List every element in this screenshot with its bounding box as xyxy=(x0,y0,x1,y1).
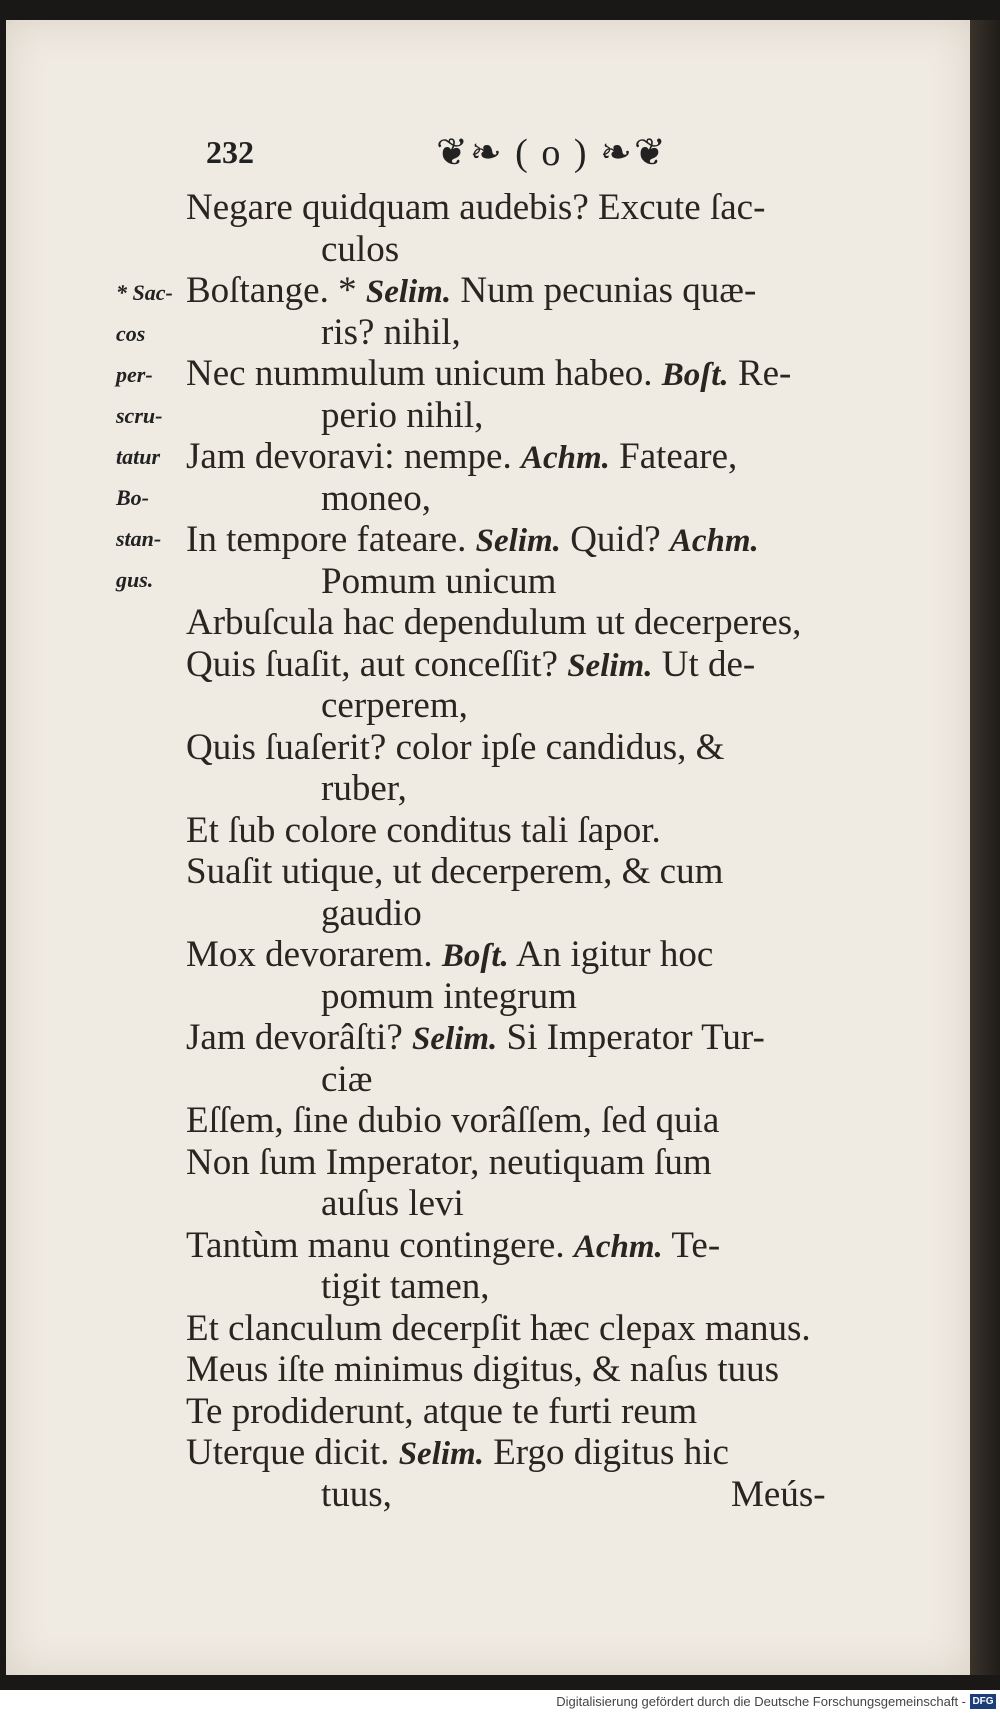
text-line xyxy=(186,1100,719,1142)
text-line xyxy=(186,1225,720,1268)
line-text: Mox devorarem. xyxy=(186,934,442,975)
text-line xyxy=(321,1059,372,1101)
speaker-name: Selim. xyxy=(567,647,653,684)
book-page xyxy=(6,20,970,1675)
line-text: Suaſit utique, ut decerperem, & cum xyxy=(186,851,724,892)
line-text: An igitur hoc xyxy=(508,934,714,975)
text-line xyxy=(321,768,407,810)
line-text: Fateare, xyxy=(609,436,738,477)
text-line xyxy=(321,976,577,1018)
footer xyxy=(0,1690,1000,1715)
line-text: pomum integrum xyxy=(321,975,577,1017)
line-text: ruber, xyxy=(321,768,407,809)
line-text: moneo, xyxy=(321,477,431,519)
text-line xyxy=(321,1266,490,1308)
line-text: Te prodiderunt, atque te furti reum xyxy=(186,1390,698,1432)
text-line xyxy=(321,893,422,935)
book-edge xyxy=(970,20,1000,1675)
text-line xyxy=(186,1391,697,1433)
line-text: Non ſum Imperator, neutiquam ſum xyxy=(186,1141,712,1183)
line-text: Meus iſte minimus digitus, & naſus tuus xyxy=(186,1349,780,1390)
text-line xyxy=(321,685,468,727)
margin-note-line: cos xyxy=(116,321,146,346)
text-line xyxy=(186,1308,811,1350)
line-text: Te- xyxy=(662,1224,721,1266)
speaker-name: Boſt. xyxy=(441,938,509,974)
line-text: Quis ſuaſit, aut conceſſit? xyxy=(186,643,568,685)
catchword: Meús- xyxy=(731,1473,826,1515)
line-text: Ut de- xyxy=(652,643,756,685)
text-line xyxy=(186,934,713,977)
text-line xyxy=(186,727,724,769)
margin-note-line: per- xyxy=(116,362,153,387)
text-line xyxy=(186,1017,765,1060)
line-text: gaudio xyxy=(321,892,422,934)
page-header xyxy=(6,128,970,178)
text-line xyxy=(321,395,483,437)
text-line xyxy=(186,519,759,562)
line-text: Tantùm manu contingere. xyxy=(186,1224,574,1266)
text-line xyxy=(321,478,431,520)
text-line xyxy=(321,312,461,354)
line-text: culos xyxy=(321,228,400,270)
line-text: Eſſem, ſine dubio vorâſſem, ſed quia xyxy=(186,1100,720,1141)
speaker-name: Achm. xyxy=(669,523,759,559)
speaker-name: Boſt. xyxy=(661,357,729,393)
text-line xyxy=(186,436,737,479)
line-text: Re- xyxy=(728,353,792,394)
text-line xyxy=(186,353,791,396)
text-line xyxy=(186,187,765,229)
speaker-name: Selim. xyxy=(398,1436,484,1472)
line-text: Num pecunias quæ- xyxy=(451,270,757,311)
line-text: Jam devorâſti? xyxy=(186,1017,413,1058)
text-line xyxy=(186,644,755,687)
line-text: Quid? xyxy=(560,519,670,560)
line-text: Boſtange. * xyxy=(186,270,366,311)
text-line xyxy=(186,1142,712,1184)
text-line xyxy=(186,810,661,852)
margin-note-line: scru- xyxy=(116,403,163,428)
dfg-logo: DFG xyxy=(970,1694,996,1709)
header-ornament: ❦❧ ( o ) ❧❦ xyxy=(436,132,668,174)
line-text: Si Imperator Tur- xyxy=(497,1017,765,1058)
text-line xyxy=(186,270,756,313)
margin-note-line: tatur xyxy=(116,444,161,469)
margin-note-line: * Sac- xyxy=(116,280,173,305)
line-text: Negare quidquam audebis? Excute ſac- xyxy=(186,187,766,228)
line-text: Jam devoravi: nempe. xyxy=(186,436,521,477)
line-text: tigit tamen, xyxy=(321,1266,490,1307)
text-line xyxy=(186,602,801,644)
line-text: cerperem, xyxy=(321,685,468,726)
line-text: auſus levi xyxy=(321,1183,464,1224)
margin-note-line: gus. xyxy=(116,567,154,592)
line-text: In tempore fateare. xyxy=(186,519,476,560)
text-line xyxy=(186,1432,729,1475)
line-text: Nec nummulum unicum habeo. xyxy=(186,353,662,394)
margin-note-line: stan- xyxy=(116,526,162,551)
text-line xyxy=(321,229,399,271)
line-text: Quis ſuaſerit? color ipſe candidus, & xyxy=(186,726,725,768)
speaker-name: Selim. xyxy=(412,1021,498,1057)
line-text: perio nihil, xyxy=(321,394,484,436)
margin-note-line: Bo- xyxy=(116,485,149,510)
text-line xyxy=(321,1183,464,1225)
line-text: Arbuſcula hac dependulum ut decerperes, xyxy=(186,602,802,643)
line-text: ris? nihil, xyxy=(321,311,461,353)
line-text: Et clanculum decerpſit hæc clepax manus. xyxy=(186,1307,811,1349)
speaker-name: Selim. xyxy=(365,274,452,310)
line-text: Uterque dicit. xyxy=(186,1432,399,1473)
line-text: Ergo digitus hic xyxy=(483,1432,729,1473)
speaker-name: Achm. xyxy=(520,440,610,476)
text-line xyxy=(186,851,723,893)
footer-credit: Digitalisierung gefördert durch die Deutsche Forschungsgemeinschaft - xyxy=(556,1694,966,1709)
line-text: ciæ xyxy=(321,1058,373,1100)
text-line xyxy=(186,1349,779,1391)
speaker-name: Achm. xyxy=(573,1228,663,1265)
page-number: 232 xyxy=(206,134,254,170)
text-line xyxy=(321,561,556,603)
text-line xyxy=(321,1473,826,1516)
line-text: tuus, xyxy=(321,1473,392,1515)
line-text: Et ſub colore conditus tali ſapor. xyxy=(186,809,661,851)
line-text: Pomum unicum xyxy=(321,560,557,602)
speaker-name: Selim. xyxy=(475,523,561,559)
